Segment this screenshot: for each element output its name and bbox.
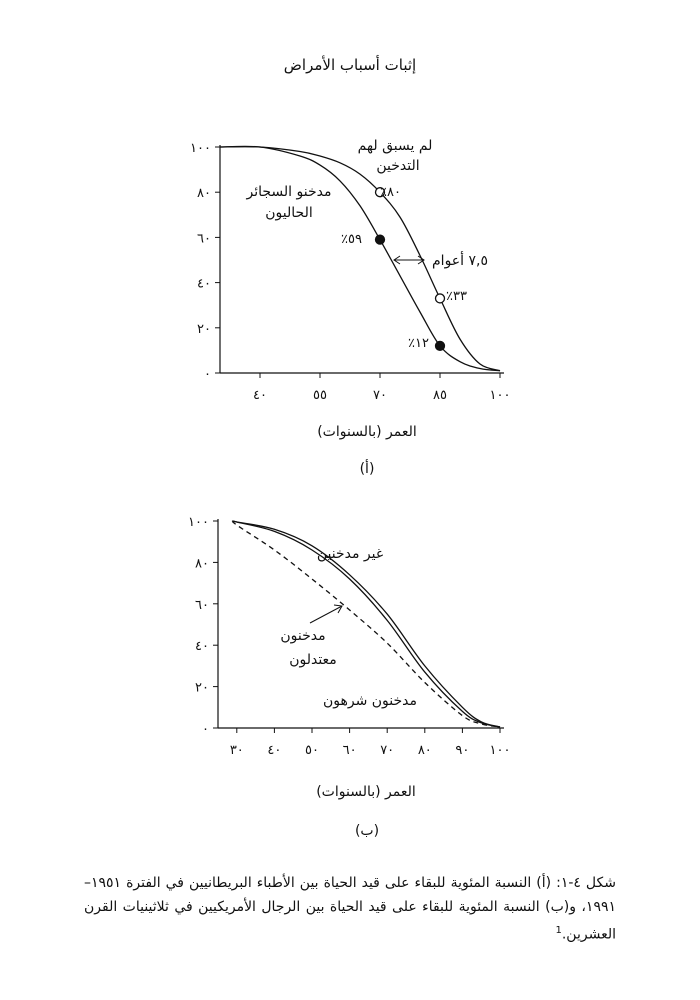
- y-tick-label: ١٠٠: [190, 141, 211, 156]
- y-tick-label: ٢٠: [195, 680, 209, 696]
- filled-marker: [436, 341, 445, 350]
- chart-b: [0, 500, 700, 860]
- series-label-heavy: مدخنون شرهون: [322, 693, 418, 709]
- gap-annotation-label: ٧,٥ أعوام: [432, 253, 488, 269]
- series-label-nonsmokers: غير مدخنين: [316, 546, 384, 562]
- x-tick-label: ٨٥: [433, 388, 447, 403]
- panel-label-b: (ب): [354, 823, 380, 839]
- x-axis-label-b: العمر (بالسنوات): [316, 784, 416, 800]
- x-tick-label: ١٠٠: [489, 388, 511, 403]
- caption-footnote: 1: [555, 925, 562, 936]
- moderate-pointer-line: [310, 606, 342, 623]
- series-label-smokers-line1: مدخنو السجائر: [246, 184, 332, 200]
- y-tick-label: ٦٠: [195, 597, 209, 613]
- x-tick-label: ٤٠: [253, 388, 267, 403]
- x-axis-label-a: العمر (بالسنوات): [317, 424, 417, 440]
- series-label-moderate-line1: مدخنون: [280, 628, 326, 644]
- x-tick-label: ٨٠: [417, 743, 432, 758]
- caption-text: شكل ٤-١: (أ) النسبة المئوية للبقاء على قيد الحياة بين الأطباء البريطانيين في الفترة ١٩٥١–١٩٩١، و(ب) النسبة المئوية للبقاء على قيد الحياة بين الرجال الأمريكيين في ثلاثينيات القرن العشرين.: [84, 875, 617, 943]
- x-tick-label: ٩٠: [455, 743, 470, 758]
- y-tick-label: ٨٠: [197, 186, 211, 202]
- x-tick-label: ٣٠: [229, 743, 244, 758]
- y-tick-label: ٢٠: [197, 321, 211, 337]
- x-tick-label: ٥٠: [305, 743, 319, 758]
- y-tick-label: ٤٠: [195, 639, 209, 655]
- y-tick-label: ٦٠: [197, 231, 211, 247]
- filled-marker: [376, 235, 385, 244]
- x-tick-label: ٧٠: [373, 388, 387, 403]
- x-tick-label: ٤٠: [267, 743, 282, 758]
- x-tick-label: ٦٠: [342, 743, 357, 758]
- marker-label-never-70: ٪٨٠: [380, 185, 401, 200]
- y-tick-label: ٨٠: [195, 556, 209, 572]
- marker-label-never-85: ٪٣٣: [446, 289, 467, 304]
- open-marker: [436, 294, 445, 303]
- figure-caption: [84, 871, 616, 947]
- series-label-moderate-line2: معتدلون: [289, 652, 337, 668]
- y-tick-label: ٠: [204, 367, 211, 382]
- marker-label-smokers-70: ٪٥٩: [341, 232, 362, 247]
- marker-label-smokers-85: ٪١٢: [408, 336, 429, 351]
- y-tick-label: ٠: [202, 722, 209, 737]
- x-tick-label: ٧٠: [380, 743, 395, 758]
- series-label-never-line2: التدخين: [376, 158, 420, 174]
- page-header: إثبات أسباب الأمراض: [283, 56, 417, 74]
- series-label-never-line1: لم يسبق لهم: [357, 138, 433, 154]
- x-tick-label: ٥٥: [313, 388, 327, 403]
- moderate-pointer-head: [334, 605, 342, 613]
- series-label-smokers-line2: الحاليون: [265, 205, 313, 221]
- y-tick-label: ٤٠: [197, 276, 211, 292]
- y-tick-label: ١٠٠: [188, 515, 209, 530]
- x-tick-label: ١٠٠: [489, 743, 511, 758]
- panel-label-a: (أ): [359, 461, 375, 477]
